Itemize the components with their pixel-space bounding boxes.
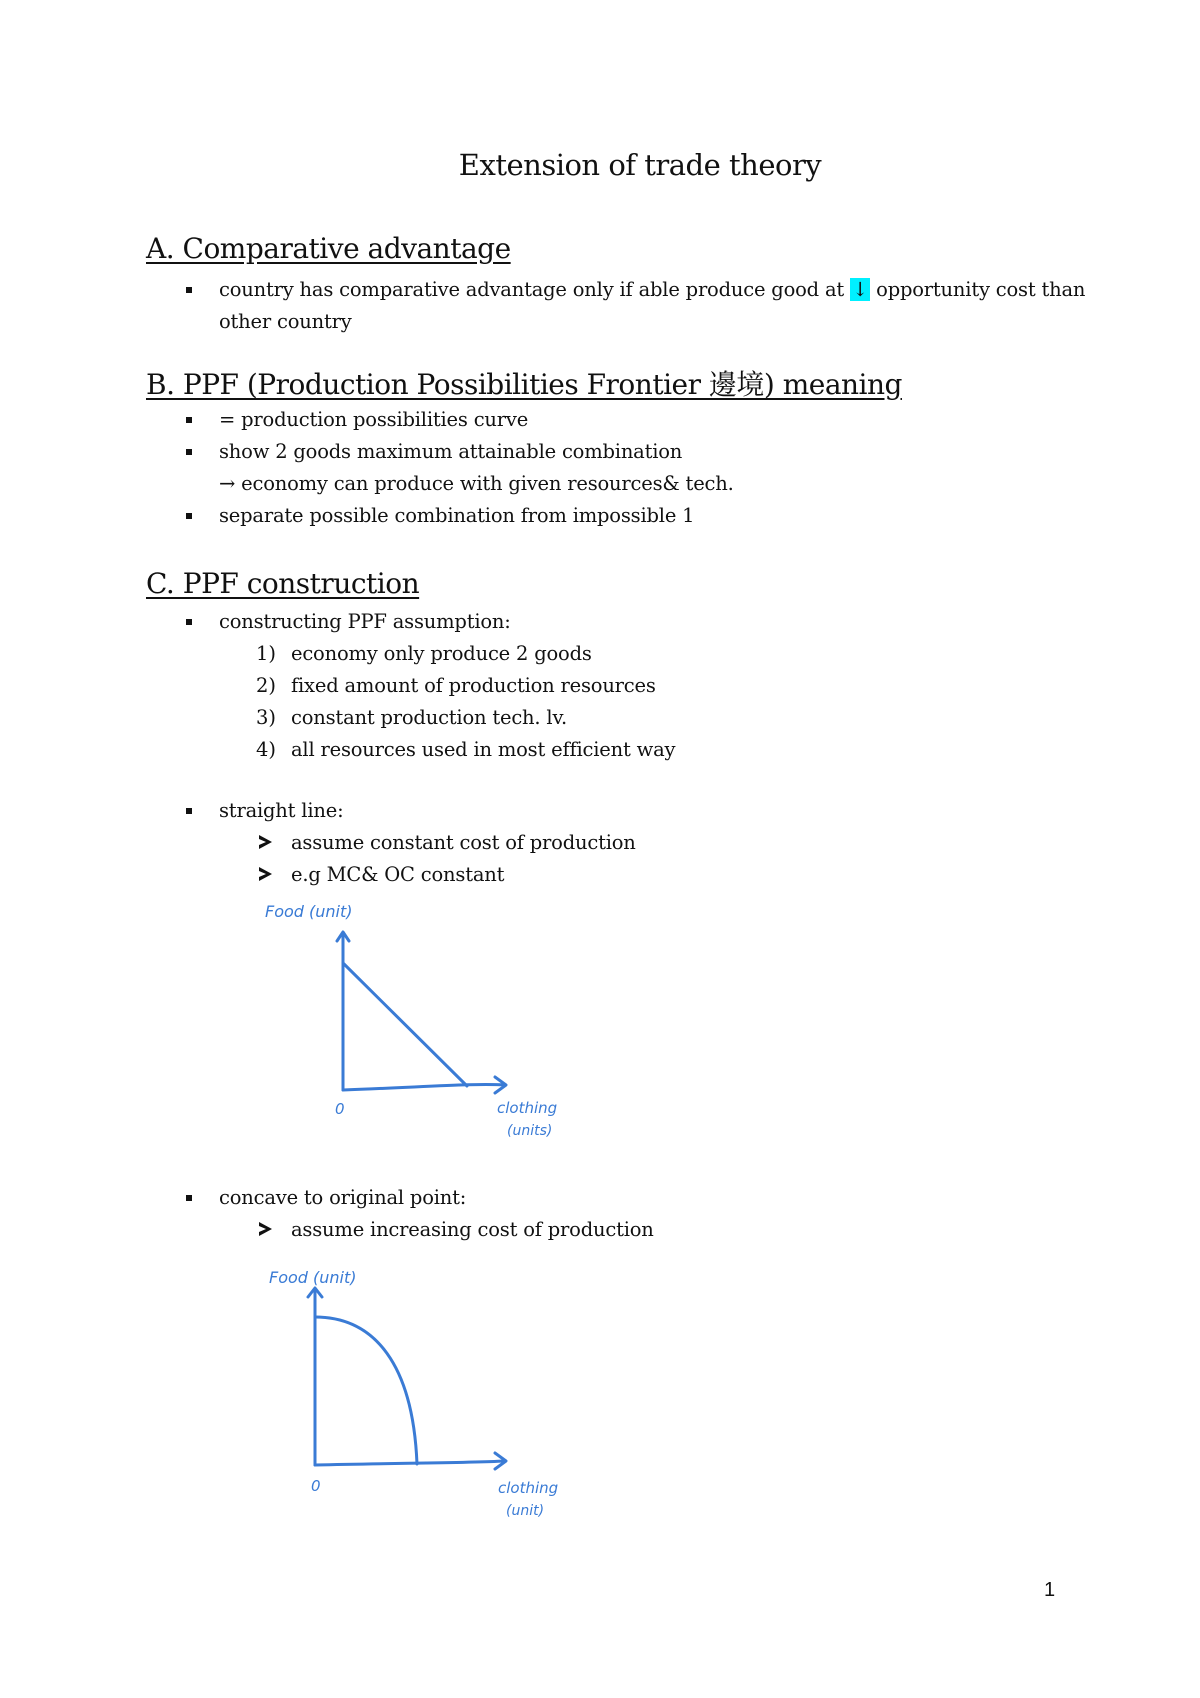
- ppf-straight-line: [343, 963, 467, 1086]
- x-axis: [343, 1084, 505, 1090]
- section-b-bullet-3: separate possible combination from impossible 1: [219, 504, 695, 527]
- bullet-marker: [186, 287, 192, 293]
- bullet-marker: [186, 417, 192, 423]
- section-b-bullet-2: show 2 goods maximum attainable combination: [219, 440, 683, 463]
- section-a-heading: A. Comparative advantage: [146, 232, 511, 265]
- assumption-number: 1): [256, 642, 277, 665]
- y-axis-label: Food (unit): [265, 902, 353, 921]
- origin-label: 0: [311, 1477, 321, 1495]
- bullet-marker: [186, 1195, 192, 1201]
- ppf-concave-sketch: [255, 1255, 575, 1525]
- section-a-bullet-1-line-2: other country: [219, 310, 352, 333]
- bullet-text-pre: country has comparative advantage only if able produce good at: [219, 278, 845, 301]
- assumption-text: economy only produce 2 goods: [291, 642, 592, 665]
- ppf-straight-line-sketch: [255, 895, 575, 1145]
- bullet-text-post: opportunity cost than: [876, 278, 1086, 301]
- assumption-number: 3): [256, 706, 277, 729]
- assumption-intro: constructing PPF assumption:: [219, 610, 511, 633]
- ppf-concave-curve: [315, 1317, 417, 1464]
- concave-point-1: assume increasing cost of production: [291, 1218, 654, 1241]
- assumption-number: 2): [256, 674, 277, 697]
- y-axis-label: Food (unit): [269, 1268, 357, 1287]
- section-c-heading: C. PPF construction: [146, 567, 420, 600]
- assumption-text: fixed amount of production resources: [291, 674, 656, 697]
- assumption-number: 4): [256, 738, 277, 761]
- bullet-marker: [186, 808, 192, 814]
- straight-line-point-2: e.g MC& OC constant: [291, 863, 505, 886]
- section-b-bullet-2-continuation: → economy can produce with given resources& tech.: [219, 472, 734, 495]
- straight-line-point-1: assume constant cost of production: [291, 831, 636, 854]
- straight-line-label: straight line:: [219, 799, 344, 822]
- document-title: Extension of trade theory: [458, 148, 822, 182]
- arrowhead-bullet-icon: [259, 1222, 272, 1236]
- bullet-marker: [186, 513, 192, 519]
- bullet-marker: [186, 449, 192, 455]
- assumption-text: constant production tech. lv.: [291, 706, 567, 729]
- section-b-heading: B. PPF (Production Possibilities Frontier 邊境) meaning: [146, 368, 902, 401]
- x-axis-label-line-2: (units): [507, 1123, 553, 1139]
- arrowhead-bullet-icon: [259, 867, 272, 881]
- page-number: 1: [1044, 1579, 1056, 1601]
- arrowhead-bullet-icon: [259, 835, 272, 849]
- x-axis: [315, 1461, 505, 1465]
- x-axis-label-line-1: clothing: [497, 1099, 558, 1117]
- x-axis-label-line-2: (unit): [506, 1503, 545, 1519]
- down-arrow-highlight: ↓: [852, 278, 869, 301]
- concave-label: concave to original point:: [219, 1186, 467, 1209]
- section-b-bullet-1: = production possibilities curve: [219, 408, 529, 431]
- bullet-marker: [186, 619, 192, 625]
- section-a-bullet-1: [219, 278, 1085, 301]
- origin-label: 0: [335, 1100, 345, 1118]
- x-axis-label-line-1: clothing: [498, 1479, 559, 1497]
- assumption-text: all resources used in most efficient way: [291, 738, 676, 761]
